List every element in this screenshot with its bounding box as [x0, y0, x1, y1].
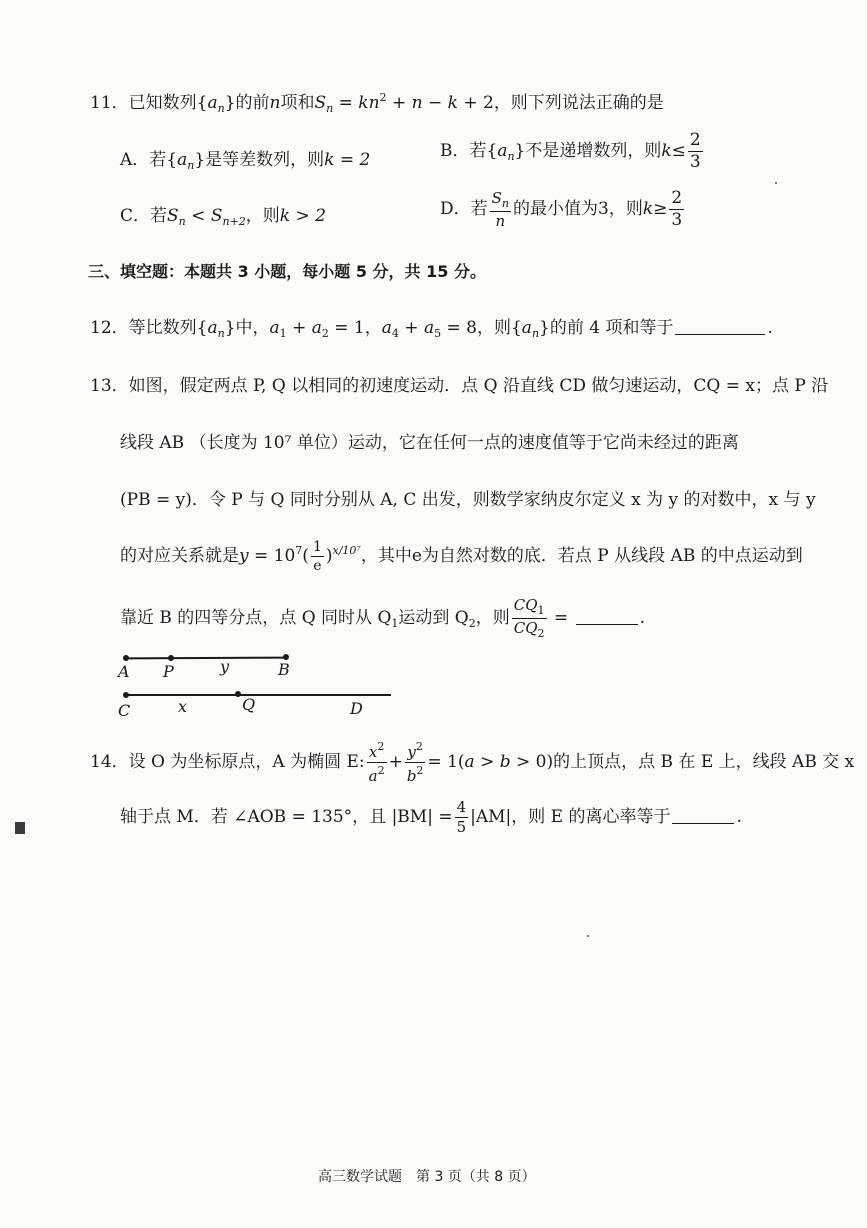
label-a: A [118, 662, 130, 681]
q14-line-2: 轴于点 M．若 ∠AOB = 135°，且 |BM| = $\frac{4}{5}$ |AM|，则 E 的离心率等于 . [120, 798, 742, 836]
point-a [123, 655, 129, 661]
label-x: x [178, 697, 188, 716]
q13-line-3: (PB = y)．令 P 与 Q 同时分别从 A, C 出发，则数学家纳皮尔定义 x 为 y 的对数中，x 与 y [120, 490, 816, 510]
label-d: D [350, 699, 363, 718]
q12-text: 12．等比数列$\{a_n\}$中，$a_1 + a_2 = 1$，$a_4 + a_5 = 8$，则$\{a_n\}$的前 4 项和等于 . [90, 318, 773, 340]
q14-line-1: 14．设 O 为坐标原点，A 为椭圆 E: $\frac{x^2}{a^2}$ + $\frac{y^2}{b^2}$ = 1(a > b > 0)的上顶点，点 B 在 E 上，线段 AB 交 x [90, 740, 855, 785]
point-p [168, 655, 174, 661]
label-p: P [163, 662, 174, 681]
section-heading: 三、填空题：本题共 3 小题，每小题 5 分，共 15 分。 [88, 262, 486, 281]
q11-option-c: C．若$S_n < S_{n+2}$，则k > 2 [120, 206, 326, 228]
point-c [123, 692, 129, 698]
q11-option-a: A．若$\{a_n\}$是等差数列，则k = 2 [120, 150, 371, 172]
scan-mark [15, 822, 25, 834]
scan-speck [587, 935, 589, 937]
q13-line-4: 的对应关系就是$y = 10^7$( $\frac{1}{e}$ )$^{x/10^7}$，其中e为自然对数的底．若点 P 从线段 AB 的中点运动到 [120, 539, 803, 574]
q14-answer-blank [672, 807, 734, 824]
page-footer: 高三数学试题 第 3 页（共 8 页） [318, 1169, 536, 1185]
point-q [235, 691, 241, 697]
q13-line-5: 靠近 B 的四等分点，点 Q 同时从 $Q_1$运动到 $Q_2$，则 $\frac{CQ_1}{CQ_2}$ = . [120, 596, 645, 640]
label-b: B [278, 660, 290, 679]
q12-answer-blank [675, 318, 765, 335]
scan-speck [775, 182, 777, 184]
line-ab [126, 657, 286, 660]
q11-option-d: D．若 $\frac{S_n}{n}$ 的最小值为3，则k≥ $\frac{2}{3}$ [440, 188, 683, 230]
q11-stem: 11．已知数列$\{a_n\}$的前n项和$S_n = kn^2 + n - k + 2$，则下列说法正确的是 [90, 91, 664, 115]
label-q: Q [242, 695, 256, 714]
q13-line-2: 线段 AB （长度为 10⁷ 单位）运动，它在任何一点的速度值等于它尚未经过的距离 [120, 433, 739, 453]
label-c: C [118, 701, 131, 720]
q11-option-b: B．若$\{a_n\}$不是递增数列，则k≤ $\frac{2}{3}$ [440, 130, 701, 172]
q13-line-1: 13．如图，假定两点 P, Q 以相同的初速度运动．点 Q 沿直线 CD 做匀速运动，CQ = x；点 P 沿 [90, 376, 829, 396]
label-y: y [220, 657, 230, 676]
line-cd [126, 694, 391, 696]
q13-answer-blank [576, 608, 638, 625]
